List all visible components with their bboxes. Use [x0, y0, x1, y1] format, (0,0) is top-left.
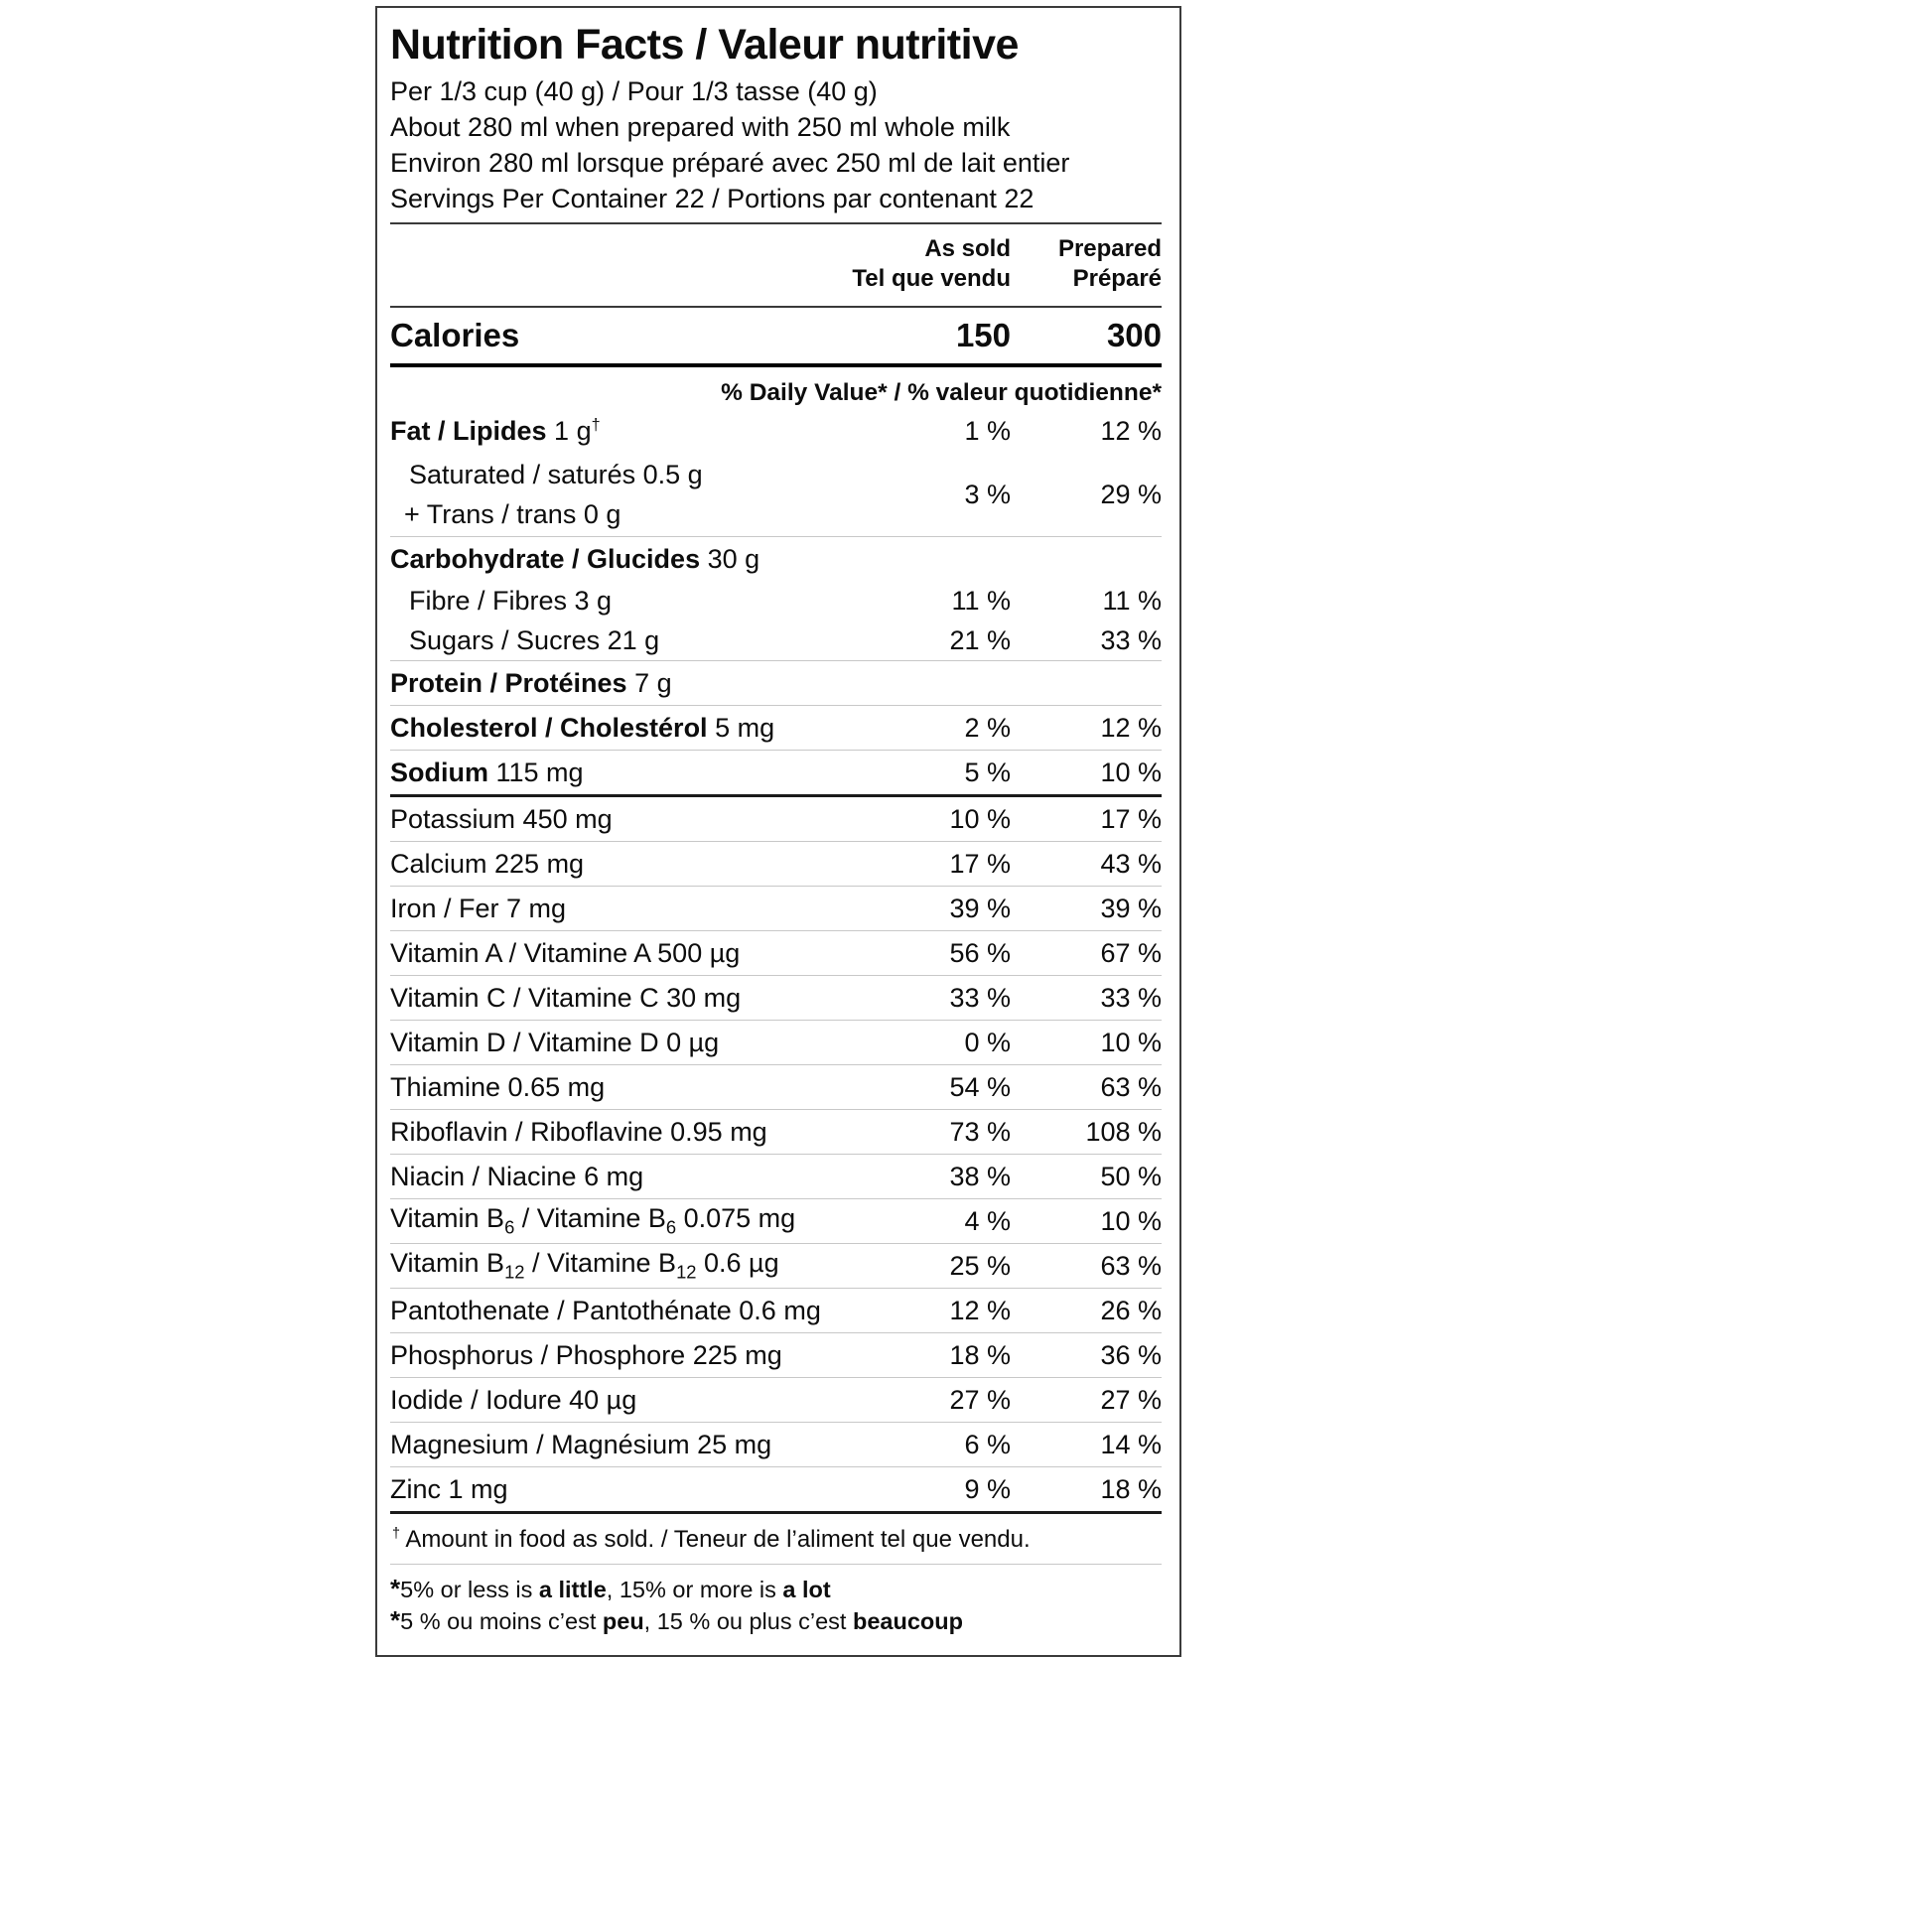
nutrient-name: Iodide / Iodure 40 µg — [390, 1384, 637, 1415]
as-sold-value: 11 % — [951, 585, 1011, 616]
nutrient-name: Magnesium / Magnésium 25 mg — [390, 1429, 772, 1459]
prepared-value: 63 % — [1100, 1250, 1162, 1281]
as-sold-value: 56 % — [949, 937, 1011, 968]
prepared-value: 18 % — [1100, 1473, 1162, 1504]
footnote-english: *5% or less is a little, 15% or more is a lot — [390, 1574, 831, 1603]
prepared-value: 12 % — [1100, 712, 1162, 743]
row-zinc — [390, 1467, 1162, 1511]
row-vitamin-c — [390, 976, 1162, 1020]
asterisk-icon: * — [390, 1605, 401, 1635]
as-sold-value: 1 % — [964, 415, 1011, 446]
as-sold-value: 0 % — [964, 1027, 1011, 1057]
as-sold-value: 39 % — [949, 893, 1011, 923]
as-sold-value: 150 — [955, 317, 1011, 353]
as-sold-value: 33 % — [949, 982, 1011, 1013]
row-carbohydrate — [390, 537, 1162, 581]
row-vitamin-a — [390, 931, 1162, 975]
calories-label: Calories — [390, 317, 520, 353]
row-cholesterol — [390, 706, 1162, 750]
as-sold-value: 25 % — [949, 1250, 1011, 1281]
prepared-value: 27 % — [1100, 1384, 1162, 1415]
row-sodium — [390, 751, 1162, 794]
prepared-value: 17 % — [1100, 803, 1162, 834]
dagger-icon: † — [591, 415, 601, 434]
as-sold-value: 73 % — [949, 1116, 1011, 1147]
label-title: Nutrition Facts / Valeur nutritive — [390, 21, 1019, 69]
nutrient-name: Iron / Fer 7 mg — [390, 893, 567, 923]
row-protein — [390, 661, 1162, 705]
as-sold-value: 18 % — [949, 1339, 1011, 1370]
as-sold-value: 38 % — [949, 1161, 1011, 1191]
nutrient-name: Vitamin $B_{12}$ / Vitamine $B_{12}$ 0.6 µg — [390, 1248, 779, 1283]
nutrient-name: Cholesterol / Cholestérol 5 mg — [390, 712, 775, 743]
nutrient-name: Riboflavin / Riboflavine 0.95 mg — [390, 1116, 767, 1147]
serving-size-line: Per 1/3 cup (40 g) / Pour 1/3 tasse (40 g) — [390, 76, 878, 106]
row-pantothenate — [390, 1289, 1162, 1332]
row-calories — [390, 308, 1162, 363]
nutrient-name: Saturated / saturés 0.5 g — [409, 460, 703, 489]
asterisk-icon: * — [390, 1574, 401, 1603]
as-sold-value: 21 % — [949, 624, 1011, 655]
as-sold-column-header: As sold Tel que vendu — [852, 235, 1011, 292]
daily-value-header: % Daily Value* / % valeur quotidienne* — [721, 379, 1162, 406]
prepared-value: 12 % — [1100, 415, 1162, 446]
nutrient-name: Pantothenate / Pantothénate 0.6 mg — [390, 1295, 821, 1325]
row-fat — [390, 409, 1162, 453]
row-sugars — [390, 621, 1162, 660]
prepared-value: 29 % — [1100, 479, 1162, 509]
nutrient-name: Protein / Protéines 7 g — [390, 667, 672, 698]
row-potassium — [390, 797, 1162, 841]
as-sold-value: 4 % — [964, 1205, 1011, 1236]
nutrient-name: Fibre / Fibres 3 g — [409, 585, 613, 616]
prepared-value: 67 % — [1100, 937, 1162, 968]
nutrient-name: Potassium 450 mg — [390, 803, 613, 834]
as-sold-value: 2 % — [964, 712, 1011, 743]
nutrient-name: Vitamin D / Vitamine D 0 µg — [390, 1027, 720, 1057]
nutrition-facts-label — [375, 6, 1181, 1657]
nutrient-name: Fat / Lipides 1 g† — [390, 415, 601, 446]
prepared-value: 10 % — [1100, 757, 1162, 787]
daily-value-footnotes — [390, 1565, 1162, 1637]
as-sold-value: 9 % — [964, 1473, 1011, 1504]
row-thiamine — [390, 1065, 1162, 1109]
prepared-value: 10 % — [1100, 1027, 1162, 1057]
nutrient-name: Phosphorus / Phosphore 225 mg — [390, 1339, 782, 1370]
prepared-value: 33 % — [1100, 624, 1162, 655]
as-sold-value: 6 % — [964, 1429, 1011, 1459]
nutrient-name: Vitamin A / Vitamine A 500 µg — [390, 937, 741, 968]
row-vitamin-d — [390, 1021, 1162, 1064]
prepared-value: 33 % — [1100, 982, 1162, 1013]
prepared-column-header: Prepared Préparé — [1057, 235, 1162, 292]
prepared-volume-line-fr: Environ 280 ml lorsque préparé avec 250 ml de lait entier — [390, 148, 1070, 178]
footnote-french: *5 % ou moins c’est peu, 15 % ou plus c’est beaucoup — [390, 1605, 963, 1635]
row-vitamin-b12 — [390, 1244, 1162, 1288]
nutrient-name: Carbohydrate / Glucides 30 g — [390, 543, 760, 574]
dagger-icon: † — [392, 1526, 401, 1542]
prepared-value: 50 % — [1100, 1161, 1162, 1191]
column-headers — [390, 224, 1162, 306]
prepared-value: 14 % — [1100, 1429, 1162, 1459]
nutrient-name: Sodium 115 mg — [390, 757, 584, 787]
row-niacin — [390, 1155, 1162, 1198]
nutrient-name: Vitamin $B_6$ / Vitamine $B_6$ 0.075 mg — [390, 1203, 796, 1238]
prepared-value: 63 % — [1100, 1071, 1162, 1102]
prepared-value: 43 % — [1100, 848, 1162, 879]
nutrient-name: Niacin / Niacine 6 mg — [390, 1161, 644, 1191]
prepared-value: 39 % — [1100, 893, 1162, 923]
row-iodide — [390, 1378, 1162, 1422]
row-magnesium — [390, 1423, 1162, 1466]
prepared-value: 36 % — [1100, 1339, 1162, 1370]
as-sold-value: 54 % — [949, 1071, 1011, 1102]
nutrient-name: Calcium 225 mg — [390, 848, 585, 879]
prepared-value: 108 % — [1085, 1116, 1162, 1147]
as-sold-value: 17 % — [949, 848, 1011, 879]
row-iron — [390, 887, 1162, 930]
nutrient-name: Zinc 1 mg — [390, 1473, 508, 1504]
dagger-footnote: † Amount in food as sold. / Teneur de l’aliment tel que vendu. — [392, 1526, 1031, 1553]
row-saturated-trans — [390, 453, 1162, 536]
row-phosphorus — [390, 1333, 1162, 1377]
row-vitamin-b6 — [390, 1199, 1162, 1243]
as-sold-value: 12 % — [949, 1295, 1011, 1325]
row-fibre — [390, 581, 1162, 621]
row-calcium — [390, 842, 1162, 886]
servings-per-container-line: Servings Per Container 22 / Portions par contenant 22 — [390, 184, 1035, 213]
prepared-value: 11 % — [1102, 585, 1162, 616]
prepared-volume-line-en: About 280 ml when prepared with 250 ml whole milk — [390, 112, 1011, 142]
as-sold-value: 3 % — [964, 479, 1011, 509]
prepared-value: 10 % — [1100, 1205, 1162, 1236]
nutrient-name: Sugars / Sucres 21 g — [409, 624, 660, 655]
nutrient-name: Thiamine 0.65 mg — [390, 1071, 606, 1102]
prepared-value: 26 % — [1100, 1295, 1162, 1325]
nutrient-name: Vitamin C / Vitamine C 30 mg — [390, 982, 742, 1013]
as-sold-value: 10 % — [949, 803, 1011, 834]
as-sold-value: 27 % — [949, 1384, 1011, 1415]
prepared-value: 300 — [1106, 317, 1162, 353]
row-riboflavin — [390, 1110, 1162, 1154]
nutrient-name: + Trans / trans 0 g — [404, 499, 621, 529]
as-sold-value: 5 % — [964, 757, 1011, 787]
